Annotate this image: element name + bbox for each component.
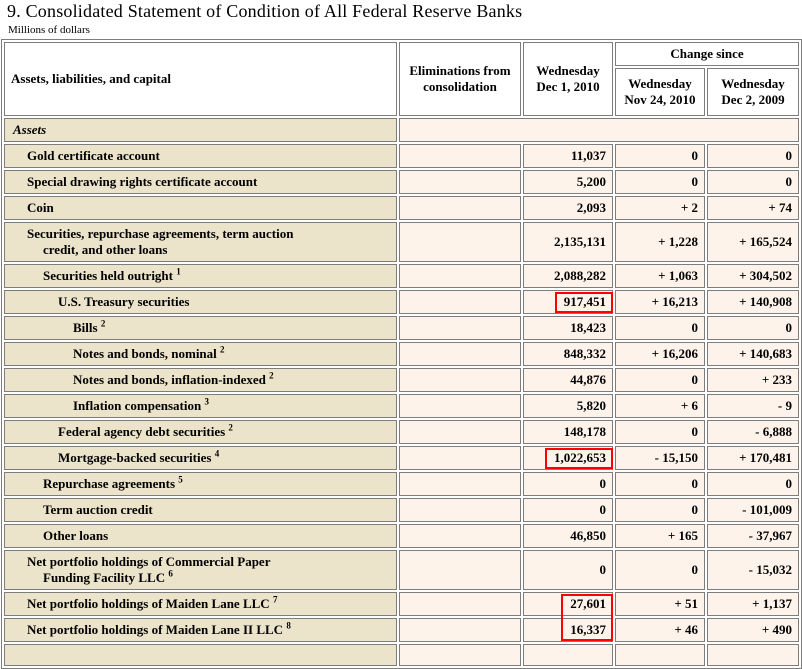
eliminations-cell	[399, 394, 521, 418]
cell-value: - 6,888	[755, 424, 792, 439]
change-prev-year-value	[707, 472, 799, 496]
cell-value: + 140,683	[739, 346, 792, 361]
footnote-marker: 8	[286, 620, 291, 631]
table-row	[4, 290, 799, 314]
cell-value: + 165,524	[739, 234, 792, 249]
current-week-value	[523, 316, 613, 340]
table-row	[4, 222, 799, 262]
row-label: Notes and bonds, inflation-indexed	[73, 372, 266, 387]
row-label: Gold certificate account	[27, 148, 160, 163]
footnote-marker: 2	[228, 422, 233, 433]
cell-value: 0	[599, 562, 606, 577]
row-label: Term auction credit	[43, 502, 153, 517]
table-row	[4, 524, 799, 548]
current-week-value	[523, 394, 613, 418]
row-label-cell	[4, 196, 397, 220]
change-prev-week-value	[615, 446, 705, 470]
table-row	[4, 394, 799, 418]
eliminations-cell	[399, 498, 521, 522]
cell-value: 5,820	[576, 398, 606, 413]
cell-value: 27,601	[570, 596, 606, 611]
current-week-value	[523, 592, 613, 616]
change-prev-year-value	[707, 144, 799, 168]
current-week-value	[523, 524, 613, 548]
cell-value: + 51	[674, 596, 698, 611]
change-prev-week-value	[615, 498, 705, 522]
cell-value: + 490	[761, 622, 792, 637]
change-prev-year-value	[707, 644, 799, 666]
row-label: Bills	[73, 320, 98, 335]
change-prev-year-value	[707, 170, 799, 194]
page-title: 9. Consolidated Statement of Condition of All Federal Reserve Banks	[7, 1, 523, 21]
row-label-cell	[4, 264, 397, 288]
cell-value: 16,337	[570, 622, 606, 637]
eliminations-cell	[399, 144, 521, 168]
table-row	[4, 472, 799, 496]
change-prev-week-value	[615, 316, 705, 340]
section-row-spacer	[399, 118, 799, 142]
change-prev-year-value	[707, 524, 799, 548]
row-label-cell	[4, 498, 397, 522]
current-week-value	[523, 446, 613, 470]
cell-value: 0	[785, 476, 792, 491]
row-label: Repurchase agreements	[43, 476, 176, 491]
row-label-cell	[4, 342, 397, 366]
row-label: Special drawing rights certificate account	[27, 174, 258, 189]
table-row	[4, 368, 799, 392]
cell-value: + 46	[674, 622, 698, 637]
footnote-marker: 5	[178, 474, 183, 485]
statement-table	[1, 39, 802, 669]
units-note: Millions of dollars	[8, 24, 90, 36]
cell-value: 5,200	[576, 174, 606, 189]
cell-value: 46,850	[570, 528, 606, 543]
eliminations-cell	[399, 618, 521, 642]
footnote-marker: 2	[269, 370, 274, 381]
cell-value: 0	[691, 372, 698, 387]
eliminations-cell	[399, 316, 521, 340]
current-week-value	[523, 498, 613, 522]
row-label: Net portfolio holdings of Maiden Lane LLC	[27, 596, 270, 611]
change-prev-week-value	[615, 264, 705, 288]
row-label: Federal agency debt securities	[58, 424, 226, 439]
cell-value: 2,093	[576, 200, 606, 215]
change-prev-year-value	[707, 550, 799, 590]
row-label-continuation	[43, 570, 392, 586]
row-label-cell	[4, 316, 397, 340]
row-label-cell	[4, 644, 397, 666]
row-label: Coin	[27, 200, 54, 215]
cell-value: 2,088,282	[554, 268, 606, 283]
cell-value: + 1,137	[752, 596, 792, 611]
col-header-current-week: Wednesday Dec 1, 2010	[523, 42, 613, 116]
eliminations-cell	[399, 550, 521, 590]
change-prev-year-value	[707, 618, 799, 642]
row-label: Inflation compensation	[73, 398, 202, 413]
eliminations-cell	[399, 196, 521, 220]
cell-value: 0	[691, 562, 698, 577]
change-prev-week-value	[615, 290, 705, 314]
cell-value: + 165	[667, 528, 698, 543]
table-row	[4, 170, 799, 194]
eliminations-cell	[399, 222, 521, 262]
row-label-continuation	[43, 242, 392, 258]
eliminations-cell	[399, 644, 521, 666]
row-label-cell	[4, 290, 397, 314]
footnote-marker: 4	[214, 448, 220, 459]
change-prev-week-value	[615, 472, 705, 496]
statement-page	[0, 1, 800, 637]
cell-value: + 74	[768, 200, 792, 215]
cell-value: 0	[785, 148, 792, 163]
current-week-value	[523, 144, 613, 168]
row-label-cell	[4, 170, 397, 194]
table-row	[4, 264, 799, 288]
cell-value: - 9	[777, 398, 792, 413]
change-prev-week-value	[615, 592, 705, 616]
change-prev-week-value	[615, 222, 705, 262]
change-prev-year-value	[707, 592, 799, 616]
row-label: Notes and bonds, nominal	[73, 346, 217, 361]
current-week-value	[523, 264, 613, 288]
row-label: Other loans	[43, 528, 109, 543]
table-row	[4, 118, 799, 142]
cell-value: 0	[599, 476, 606, 491]
row-label-cell	[4, 592, 397, 616]
change-prev-year-value	[707, 196, 799, 220]
col-header-eliminations: Eliminations from consolidation	[399, 42, 521, 116]
current-week-value	[523, 342, 613, 366]
eliminations-cell	[399, 170, 521, 194]
eliminations-cell	[399, 524, 521, 548]
footnote-marker: 2	[100, 318, 106, 329]
change-prev-year-value	[707, 446, 799, 470]
row-label-cell	[4, 368, 397, 392]
change-prev-year-value	[707, 222, 799, 262]
footnote-marker: 2	[220, 344, 225, 355]
cell-value: 44,876	[570, 372, 606, 387]
cell-value: 848,332	[563, 346, 606, 361]
row-label-cell	[4, 550, 397, 590]
cell-value: 0	[785, 320, 792, 335]
eliminations-cell	[399, 472, 521, 496]
col-header-change-since: Change since	[615, 42, 799, 66]
cell-value: 18,423	[570, 320, 606, 335]
change-prev-year-value	[707, 316, 799, 340]
cell-value: + 6	[680, 398, 698, 413]
row-label: Securities held outright	[43, 268, 173, 283]
change-prev-year-value	[707, 342, 799, 366]
eliminations-cell	[399, 290, 521, 314]
table-row	[4, 196, 799, 220]
header-row-top	[4, 42, 799, 66]
eliminations-cell	[399, 592, 521, 616]
cell-value: 11,037	[570, 148, 606, 163]
cell-value: + 233	[761, 372, 792, 387]
change-prev-week-value	[615, 144, 705, 168]
table-row	[4, 592, 799, 616]
change-prev-week-value	[615, 550, 705, 590]
row-label-cell	[4, 618, 397, 642]
change-prev-year-value	[707, 498, 799, 522]
table-row	[4, 342, 799, 366]
eliminations-cell	[399, 420, 521, 444]
row-label-cell	[4, 524, 397, 548]
change-prev-week-value	[615, 394, 705, 418]
row-label-cell	[4, 394, 397, 418]
row-label-cell	[4, 446, 397, 470]
current-week-value	[523, 472, 613, 496]
change-prev-week-value	[615, 524, 705, 548]
cell-value: 0	[691, 502, 698, 517]
current-week-value	[523, 644, 613, 666]
cell-value: 0	[691, 148, 698, 163]
current-week-value	[523, 368, 613, 392]
col-header-change-prev-year: Wednesday Dec 2, 2009	[707, 68, 799, 116]
eliminations-cell	[399, 342, 521, 366]
cell-value: + 304,502	[739, 268, 792, 283]
change-prev-year-value	[707, 368, 799, 392]
change-prev-week-value	[615, 342, 705, 366]
change-prev-year-value	[707, 290, 799, 314]
table-row	[4, 618, 799, 642]
row-label-cell	[4, 222, 397, 262]
cell-value: 0	[599, 502, 606, 517]
row-label-cell	[4, 118, 397, 142]
cell-value: 0	[785, 174, 792, 189]
cell-value: 0	[691, 174, 698, 189]
cell-value: + 1,228	[658, 234, 698, 249]
footnote-marker: 7	[272, 594, 278, 605]
change-prev-week-value	[615, 420, 705, 444]
current-week-value	[523, 196, 613, 220]
table-row	[4, 316, 799, 340]
row-label-cell	[4, 420, 397, 444]
cell-value: + 16,213	[651, 294, 698, 309]
footnote-marker: 6	[168, 568, 173, 579]
cell-value: + 16,206	[651, 346, 698, 361]
table-row	[4, 446, 799, 470]
col-header-change-prev-week: Wednesday Nov 24, 2010	[615, 68, 705, 116]
cell-value: + 170,481	[739, 450, 792, 465]
cell-value: 148,178	[563, 424, 606, 439]
current-week-value	[523, 170, 613, 194]
table-row	[4, 420, 799, 444]
current-week-value	[523, 618, 613, 642]
change-prev-week-value	[615, 618, 705, 642]
cell-value: - 15,150	[654, 450, 698, 465]
table-row	[4, 498, 799, 522]
footnote-marker: 1	[176, 266, 181, 277]
current-week-value	[523, 420, 613, 444]
change-prev-year-value	[707, 420, 799, 444]
row-label: Net portfolio holdings of Commercial Paper	[27, 554, 271, 569]
cell-value: 0	[691, 320, 698, 335]
row-label-cell	[4, 144, 397, 168]
current-week-value	[523, 550, 613, 590]
change-prev-year-value	[707, 394, 799, 418]
eliminations-cell	[399, 446, 521, 470]
footnote-marker: 3	[204, 396, 209, 407]
cell-value: 0	[691, 476, 698, 491]
cell-value: - 101,009	[742, 502, 792, 517]
col-header-assets-liabilities-capital: Assets, liabilities, and capital	[4, 42, 397, 116]
eliminations-cell	[399, 264, 521, 288]
row-label: U.S. Treasury securities	[58, 294, 190, 309]
cell-value: 917,451	[563, 294, 606, 309]
current-week-value	[523, 222, 613, 262]
row-label: credit, and other loans	[43, 242, 168, 257]
table-row	[4, 644, 799, 666]
eliminations-cell	[399, 368, 521, 392]
row-label: Assets	[13, 122, 47, 137]
cell-value: + 140,908	[739, 294, 792, 309]
cell-value: 2,135,131	[554, 234, 606, 249]
row-label-cell	[4, 472, 397, 496]
change-prev-year-value	[707, 264, 799, 288]
cell-value: + 1,063	[658, 268, 698, 283]
cell-value: 1,022,653	[554, 450, 606, 465]
change-prev-week-value	[615, 368, 705, 392]
table-row	[4, 550, 799, 590]
change-prev-week-value	[615, 196, 705, 220]
cell-value: + 2	[680, 200, 698, 215]
change-prev-week-value	[615, 644, 705, 666]
cell-value: - 15,032	[748, 562, 792, 577]
row-label: Securities, repurchase agreements, term auction	[27, 226, 294, 241]
cell-value: 0	[691, 424, 698, 439]
row-label: Funding Facility LLC	[43, 570, 166, 585]
row-label: Mortgage-backed securities	[58, 450, 212, 465]
table-row	[4, 144, 799, 168]
cell-value: - 37,967	[748, 528, 792, 543]
row-label: Net portfolio holdings of Maiden Lane II LLC	[27, 622, 284, 637]
current-week-value	[523, 290, 613, 314]
change-prev-week-value	[615, 170, 705, 194]
